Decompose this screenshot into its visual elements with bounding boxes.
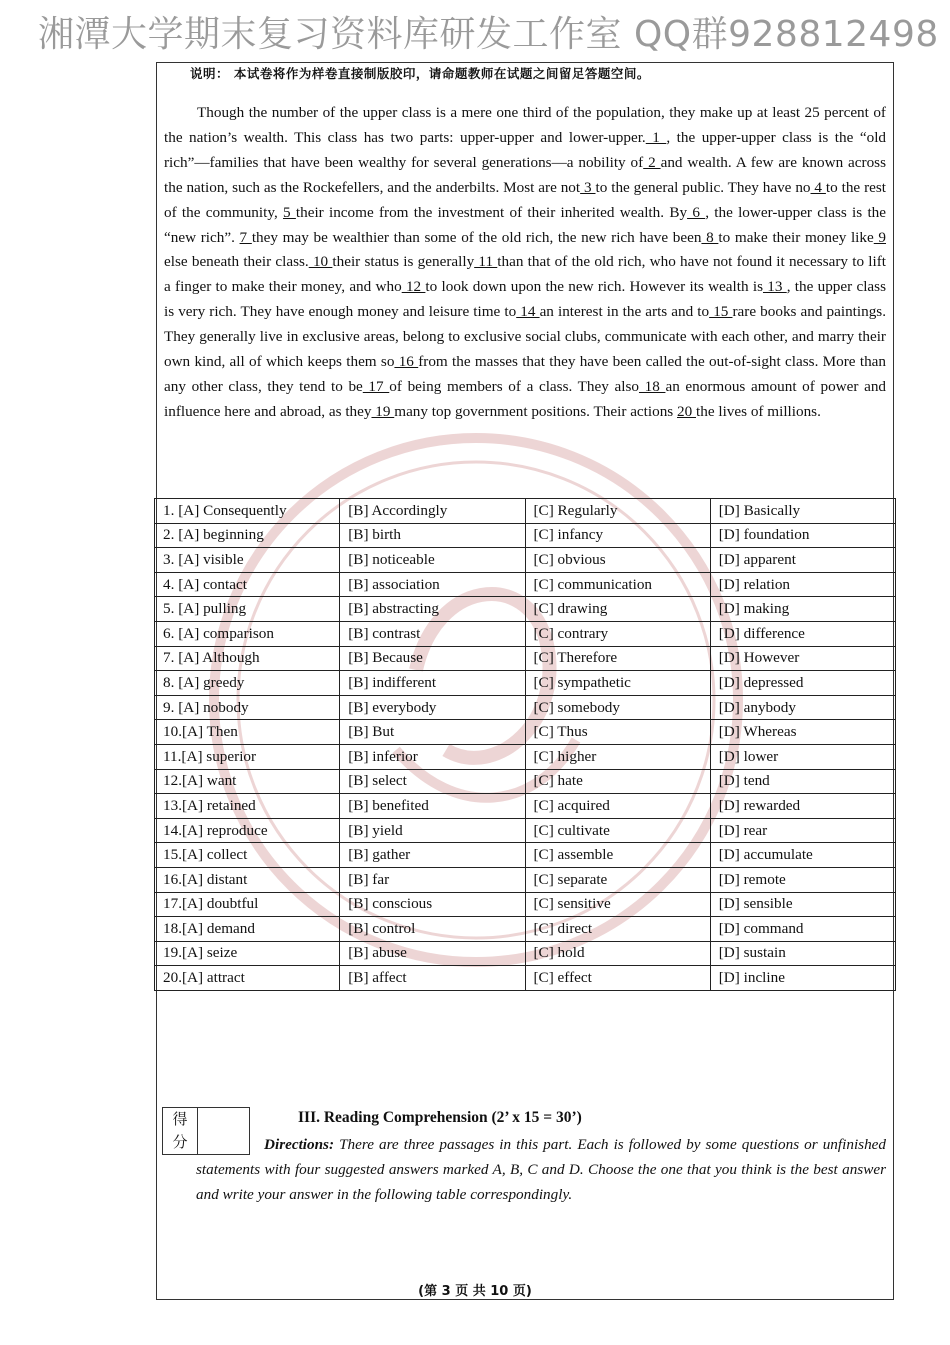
option-cell: [C] Thus (525, 720, 710, 745)
passage-text: the lives of millions. (696, 402, 821, 420)
option-cell: 10.[A] Then (155, 720, 340, 745)
option-cell: [B] benefited (340, 794, 525, 819)
table-row (155, 917, 896, 942)
option-cell: [B] abstracting (340, 597, 525, 622)
table-row (155, 523, 896, 548)
directions-text: Directions: There are three passages in this part. Each is followed by some questions or unfinished statements with four suggested answers marked A, B, C and D. Choose the one that you think is the best answer and write your answer in the following table correspondingly. (196, 1136, 886, 1203)
table-row (155, 867, 896, 892)
table-row (155, 720, 896, 745)
option-cell: [B] everybody (340, 695, 525, 720)
table-row (155, 966, 896, 991)
passage-text: an enormous amount of power and influence here and abroad, as they (164, 377, 887, 420)
option-cell: [D] foundation (710, 523, 895, 548)
instruction-note: 说明： 本试卷将作为样卷直接制版胶印，请命题教师在试题之间留足答题空间。 (190, 66, 650, 81)
option-cell: [B] affect (340, 966, 525, 991)
passage-text: and wealth. A few are known across the nation, such as the Rockefellers, and the anderbilts. Most are not (164, 153, 887, 196)
table-row (155, 744, 896, 769)
blank-number: 13 (762, 278, 787, 296)
table-row (155, 548, 896, 573)
table-row (155, 818, 896, 843)
passage-text: to the general public. They have no (595, 178, 811, 196)
option-cell: [B] association (340, 572, 525, 597)
passage-text: , the upper class is very rich. They have enough money and leisure time to (164, 278, 886, 321)
blank-number: 8 (701, 228, 719, 246)
passage-text: to the rest of the community, (164, 178, 886, 221)
table-row (155, 941, 896, 966)
blank-number: 19 (371, 402, 395, 420)
blank-number: 20 (677, 402, 696, 420)
option-cell: 3. [A] visible (155, 548, 340, 573)
option-cell: [C] separate (525, 867, 710, 892)
option-cell: [C] drawing (525, 597, 710, 622)
option-cell: [C] sensitive (525, 892, 710, 917)
passage-text: an interest in the arts and to (539, 303, 710, 321)
blank-number: 3 (580, 178, 596, 196)
option-cell: [B] abuse (340, 941, 525, 966)
blank-number: 11 (474, 253, 498, 271)
option-cell: [C] sympathetic (525, 671, 710, 696)
option-cell: [D] anybody (710, 695, 895, 720)
table-row (155, 843, 896, 868)
option-cell: [C] somebody (525, 695, 710, 720)
option-cell: [D] making (710, 597, 895, 622)
option-cell: [D] accumulate (710, 843, 895, 868)
blank-number: 6 (687, 203, 706, 221)
option-cell: 17.[A] doubtful (155, 892, 340, 917)
option-cell: 13.[A] retained (155, 794, 340, 819)
option-cell: [B] But (340, 720, 525, 745)
option-cell: [D] Basically (710, 499, 895, 524)
options-table (154, 498, 896, 991)
table-row (155, 892, 896, 917)
option-cell: [B] yield (340, 818, 525, 843)
table-row (155, 671, 896, 696)
option-cell: [D] rear (710, 818, 895, 843)
option-cell: [C] obvious (525, 548, 710, 573)
option-cell: [D] tend (710, 769, 895, 794)
option-cell: [C] hold (525, 941, 710, 966)
option-cell: [C] contrary (525, 621, 710, 646)
passage-text: to make their money like (718, 228, 874, 246)
blank-number: 10 (308, 253, 333, 271)
blank-number: 1 (645, 128, 667, 146)
option-cell: [B] gather (340, 843, 525, 868)
table-row (155, 499, 896, 524)
table-row (155, 794, 896, 819)
passage-text: Though the number of the upper class is a mere one third of the population, they make up at least 25 percent of the nation’s wealth. This class has two parts: upper-upper and lower-upper. (164, 104, 886, 146)
option-cell: [C] infancy (525, 523, 710, 548)
option-cell: [B] select (340, 769, 525, 794)
table-row (155, 769, 896, 794)
option-cell: 16.[A] distant (155, 867, 340, 892)
passage-text: else beneath their class. (164, 253, 309, 271)
option-cell: [D] relation (710, 572, 895, 597)
option-cell: [C] Therefore (525, 646, 710, 671)
option-cell: 6. [A] comparison (155, 621, 340, 646)
table-row (155, 695, 896, 720)
passage-text: , the upper-upper class is the “old rich”—families that have been wealthy for several generations—a nobility of (164, 128, 887, 171)
option-cell: [D] apparent (710, 548, 895, 573)
option-cell: 12.[A] want (155, 769, 340, 794)
blank-number: 9 (873, 228, 887, 246)
blank-number: 15 (709, 303, 733, 321)
passage-text: than that of the old rich, who have not found it necessary to lift a finger to make their money, and who (164, 253, 887, 296)
option-cell: 7. [A] Although (155, 646, 340, 671)
table-row (155, 572, 896, 597)
blank-number: 4 (810, 178, 826, 196)
passage-text: of being members of a class. They also (389, 377, 639, 395)
passage-text: many top government positions. Their actions (394, 402, 678, 420)
option-cell: [C] effect (525, 966, 710, 991)
option-cell: 2. [A] beginning (155, 523, 340, 548)
option-cell: [D] remote (710, 867, 895, 892)
option-cell: [B] control (340, 917, 525, 942)
option-cell: [B] indifferent (340, 671, 525, 696)
passage-text: , the lower-upper class is the “new rich”. (164, 203, 887, 246)
option-cell: [B] Accordingly (340, 499, 525, 524)
score-label: 得 分 (163, 1108, 198, 1154)
blank-number: 18 (638, 377, 666, 395)
cloze-passage (164, 101, 886, 425)
option-cell: [D] incline (710, 966, 895, 991)
option-cell: [B] Because (340, 646, 525, 671)
header-watermark: 湘潭大学期末复习资料库研发工作室 QQ群928812498 (38, 14, 939, 55)
blank-number: 16 (394, 353, 419, 371)
option-cell: 11.[A] superior (155, 744, 340, 769)
option-cell: [C] communication (525, 572, 710, 597)
option-cell: [D] rewarded (710, 794, 895, 819)
option-cell: 9. [A] nobody (155, 695, 340, 720)
blank-number: 2 (643, 153, 661, 171)
option-cell: [D] Whereas (710, 720, 895, 745)
option-cell: 1. [A] Consequently (155, 499, 340, 524)
passage-text: their income from the investment of their inherited wealth. By (295, 203, 688, 221)
option-cell: [C] cultivate (525, 818, 710, 843)
passage-text: rare books and paintings. They generally live in exclusive areas, belong to exclusive social clubs, communicate with each other, and marry their own kind, all of which keeps them so (164, 303, 887, 371)
option-cell: [D] command (710, 917, 895, 942)
option-cell: [B] far (340, 867, 525, 892)
table-row (155, 621, 896, 646)
passage-text: their status is generally (332, 253, 475, 271)
option-cell: [C] direct (525, 917, 710, 942)
option-cell: [D] sustain (710, 941, 895, 966)
option-cell: [D] depressed (710, 671, 895, 696)
passage-text: they may be wealthier than some of the old rich, the new rich have been (251, 228, 702, 246)
blank-number: 12 (401, 278, 426, 296)
option-cell: [B] contrast (340, 621, 525, 646)
passage-text: to look down upon the new rich. However its wealth is (425, 278, 763, 296)
option-cell: 20.[A] attract (155, 966, 340, 991)
table-row (155, 646, 896, 671)
passage-text: from the masses that they have been called the out-of-sight class. More than any other class, they tend to be (164, 353, 886, 395)
page-footer: (第 3 页 共 10 页) (418, 1284, 532, 1299)
option-cell: 14.[A] reproduce (155, 818, 340, 843)
option-cell: 5. [A] pulling (155, 597, 340, 622)
option-cell: [D] lower (710, 744, 895, 769)
option-cell: [B] inferior (340, 744, 525, 769)
option-cell: 8. [A] greedy (155, 671, 340, 696)
table-row (155, 597, 896, 622)
option-cell: [C] hate (525, 769, 710, 794)
option-cell: 19.[A] seize (155, 941, 340, 966)
option-cell: [B] noticeable (340, 548, 525, 573)
option-cell: [D] However (710, 646, 895, 671)
blank-number: 5 (283, 203, 296, 221)
option-cell: 15.[A] collect (155, 843, 340, 868)
section-title: III. Reading Comprehension (2’ x 15 = 30’) (298, 1109, 582, 1126)
blank-number: 7 (239, 228, 252, 246)
option-cell: 18.[A] demand (155, 917, 340, 942)
option-cell: [B] conscious (340, 892, 525, 917)
blank-number: 17 (362, 377, 390, 395)
blank-number: 14 (516, 303, 540, 321)
option-cell: [D] sensible (710, 892, 895, 917)
option-cell: [B] birth (340, 523, 525, 548)
option-cell: [C] Regularly (525, 499, 710, 524)
option-cell: [C] acquired (525, 794, 710, 819)
option-cell: [C] higher (525, 744, 710, 769)
option-cell: 4. [A] contact (155, 572, 340, 597)
option-cell: [D] difference (710, 621, 895, 646)
option-cell: [C] assemble (525, 843, 710, 868)
